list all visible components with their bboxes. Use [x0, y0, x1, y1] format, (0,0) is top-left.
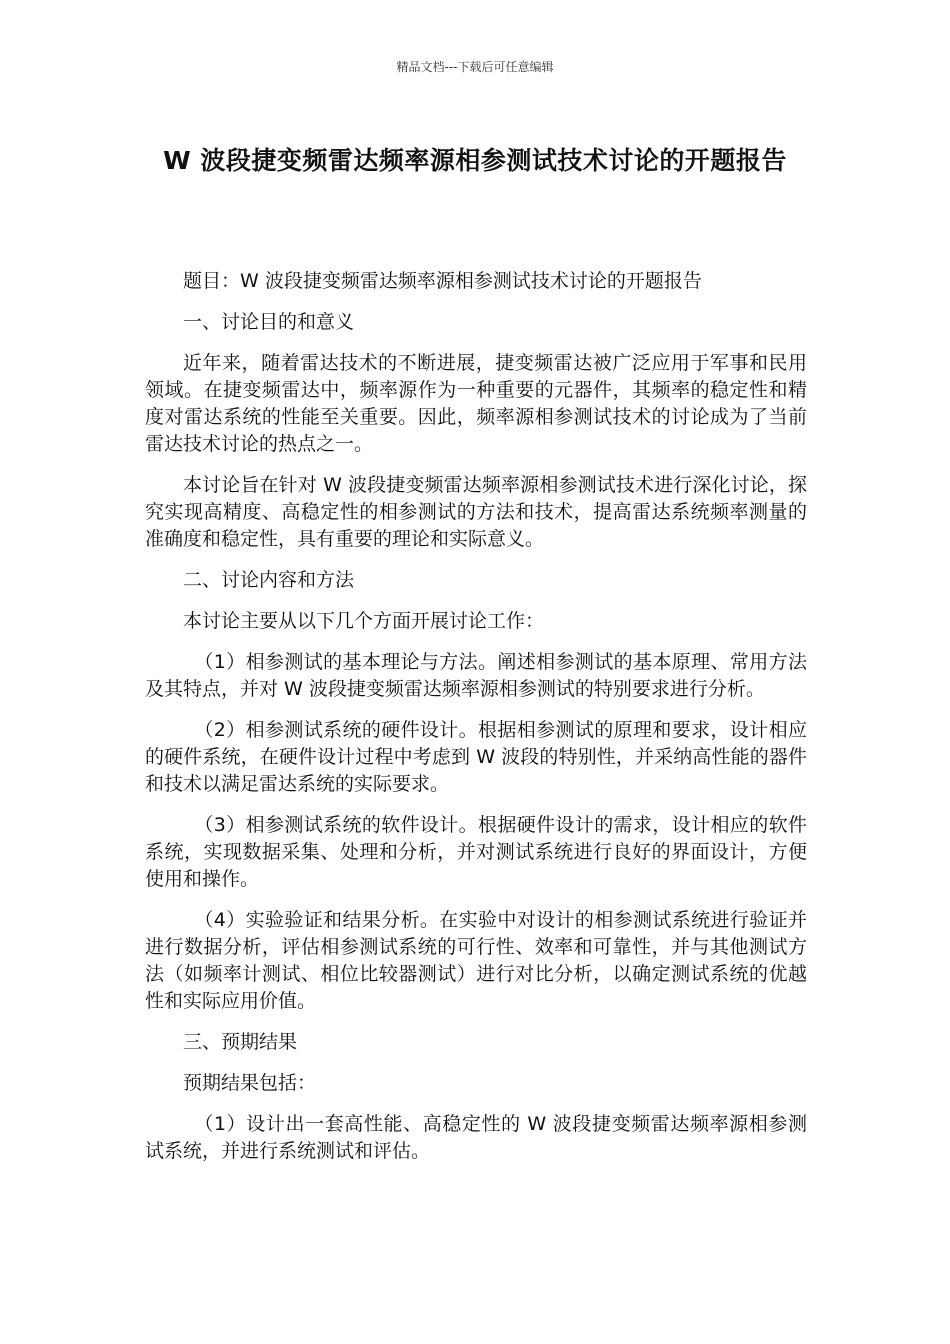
section-intro: 本讨论主要从以下几个方面开展讨论工作：	[183, 610, 545, 632]
section-heading: 三、预期结果	[183, 1031, 298, 1053]
header-note: 精品文档---下载后可任意编辑	[396, 60, 554, 74]
list-item: （2）相参测试系统的硬件设计。根据相参测试的原理和要求，设计相应的硬件系统，在硬件设计过程中考虑到 W 波段的特别性，并采纳高性能的器件和技术以满足雷达系统的实际要求。	[145, 719, 807, 795]
list-item: （1）设计出一套高性能、高稳定性的 W 波段捷变频雷达频率源相参测试系统，并进行系统测试和评估。	[145, 1113, 807, 1162]
list-item: （4）实验验证和结果分析。在实验中对设计的相参测试系统进行验证并进行数据分析，评估相参测试系统的可行性、效率和可靠性，并与其他测试方法（如频率计测试、相位比较器测试）进行对比分析，以确定测试系统的优越性和实际应用价值。	[145, 909, 807, 1012]
body-paragraph: 本讨论旨在针对 W 波段捷变频雷达频率源相参测试技术进行深化讨论，探究实现高精度、高稳定性的相参测试的方法和技术，提高雷达系统频率测量的准确度和稳定性，具有重要的理论和实际意义。	[145, 474, 807, 550]
section-heading: 一、讨论目的和意义	[183, 311, 355, 333]
section-heading: 二、讨论内容和方法	[183, 569, 355, 591]
list-item: （1）相参测试的基本理论与方法。阐述相参测试的基本原理、常用方法及其特点，并对 W 波段捷变频雷达频率源相参测试的特别要求进行分析。	[145, 651, 807, 700]
body-paragraph: 近年来，随着雷达技术的不断进展，捷变频雷达被广泛应用于军事和民用领域。在捷变频雷达中，频率源作为一种重要的元器件，其频率的稳定性和精度对雷达系统的性能至关重要。因此，频率源相参测试技术的讨论成为了当前雷达技术讨论的热点之一。	[145, 352, 807, 455]
section-intro: 预期结果包括：	[183, 1072, 317, 1094]
document-body	[145, 268, 807, 1179]
document-title: W 波段捷变频雷达频率源相参测试技术讨论的开题报告	[163, 146, 787, 175]
list-item: （3）相参测试系统的软件设计。根据硬件设计的需求，设计相应的软件系统，实现数据采集、处理和分析，并对测试系统进行良好的界面设计，方便使用和操作。	[145, 814, 807, 890]
subject-line: 题目：W 波段捷变频雷达频率源相参测试技术讨论的开题报告	[183, 270, 702, 292]
